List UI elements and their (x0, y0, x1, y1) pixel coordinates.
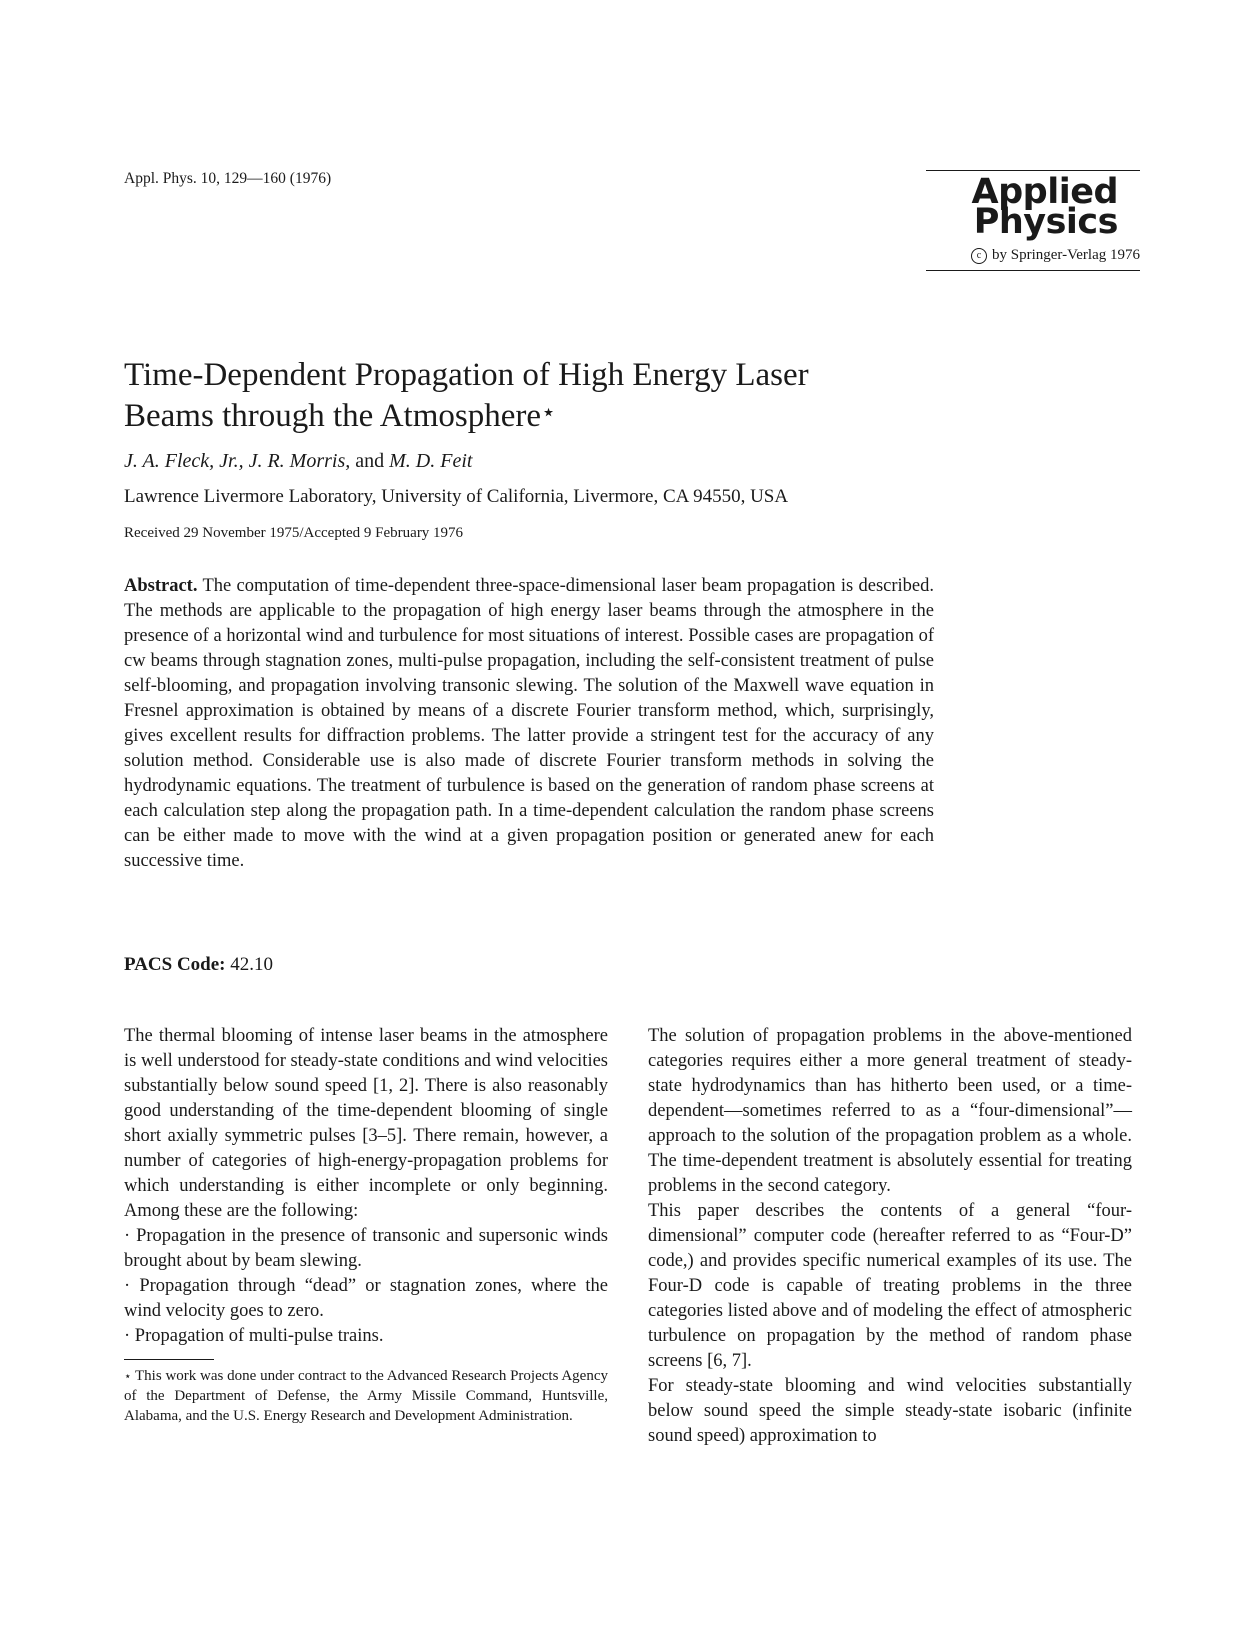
footnote-text: This work was done under contract to the Advanced Research Projects Agency of the Department of Defense, the Army Missile Command, Huntsville, Alabama, and the U.S. Energy Research and Development Administration. (124, 1368, 608, 1424)
affiliation: Lawrence Livermore Laboratory, University of California, Livermore, CA 94550, USA (124, 486, 789, 507)
paragraph: For steady-state blooming and wind velocities substantially below sound speed the simple steady-state isobaric (infinite sound speed) approximation to (648, 1376, 1132, 1446)
title-line-1: Time-Dependent Propagation of High Energy Laser (124, 357, 809, 393)
pacs-value: 42.10 (225, 954, 274, 975)
intro-paragraph: The thermal blooming of intense laser beams in the atmosphere is well understood for steady-state conditions and wind velocities substantially below sound speed [1, 2]. There is also reasonably good understanding of the time-dependent blooming of single short axially symmetric pulses [3–5]. There remain, however, a number of categories of high-energy-propagation problems for which understanding is either incomplete or only beginning. Among these are the following: (124, 1026, 608, 1221)
abstract-label: Abstract. (124, 576, 198, 596)
copyright-notice (926, 247, 1140, 264)
copyright-text: by Springer-Verlag 1976 (991, 247, 1140, 263)
footnote-mark: ⋆ (124, 1369, 132, 1383)
list-item: · Propagation of multi-pulse trains. (124, 1326, 384, 1346)
list-item: · Propagation in the presence of transonic and supersonic winds brought about by beam slewing. (124, 1226, 608, 1271)
body-column-right (648, 1024, 1132, 1449)
copyright-icon: c (971, 248, 987, 264)
authors-conjunction: and (350, 450, 390, 472)
abstract-text: The computation of time-dependent three-space-dimensional laser beam propagation is described. The methods are applicable to the propagation of high energy laser beams through the atmosphere in the presence of a horizontal wind and turbulence for most situations of interest. Possible cases are propagation of cw beams through stagnation zones, multi-pulse propagation, including the self-consistent treatment of pulse self-blooming, and propagation involving transonic slewing. The solution of the Maxwell wave equation in Fresnel approximation is obtained by means of a discrete Fourier transform method, which, surprisingly, gives excellent results for diffraction problems. The latter provide a stringent test for the accuracy of any solution method. Considerable use is also made of discrete Fourier transform methods in solving the hydrodynamic equations. The treatment of turbulence is based on the generation of random phase screens at each calculation step along the propagation path. In a time-dependent calculation the random phase screens can be either made to move with the wind at a given propagation position or generated anew for each successive time. (124, 576, 934, 871)
journal-name-line1: Applied (971, 172, 1118, 212)
footnote (124, 1366, 608, 1426)
divider (926, 170, 1140, 171)
author-names: J. A. Fleck, Jr., J. R. Morris, (124, 450, 351, 472)
footnote-divider (124, 1359, 214, 1360)
body-column-left (124, 1024, 608, 1426)
abstract (124, 574, 934, 874)
pacs-label: PACS Code: (124, 954, 226, 975)
divider (926, 270, 1140, 271)
author-name-last: M. D. Feit (389, 450, 473, 472)
pacs-code (124, 954, 273, 976)
journal-citation: Appl. Phys. 10, 129—160 (1976) (124, 170, 332, 187)
paragraph: This paper describes the contents of a general “four-dimensional” computer code (hereafter referred to as “Four-D” code,) and provides specific numerical examples of its use. The Four-D code is capable of treating problems in the three categories listed above and of modeling the effect of atmospheric turbulence on propagation by the method of random phase screens [6, 7]. (648, 1201, 1132, 1371)
title-line-2: Beams through the Atmosphere (124, 398, 542, 434)
list-item: · Propagation through “dead” or stagnation zones, where the wind velocity goes to zero. (124, 1276, 608, 1321)
paper-title (124, 356, 964, 435)
title-footnote-mark: ⋆ (541, 400, 557, 426)
authors (124, 450, 472, 473)
paragraph: The solution of propagation problems in the above-mentioned categories requires either a more general treatment of steady-state hydrodynamics than has hitherto been used, or a time-dependent—sometimes referred to as a “four-dimensional”—approach to the solution of the propagation problem as a whole. The time-dependent treatment is absolutely essential for treating problems in the second category. (648, 1026, 1132, 1196)
received-dates: Received 29 November 1975/Accepted 9 February 1976 (124, 525, 464, 541)
journal-logo-block (926, 170, 1140, 271)
journal-name-line2: Physics (973, 202, 1118, 242)
